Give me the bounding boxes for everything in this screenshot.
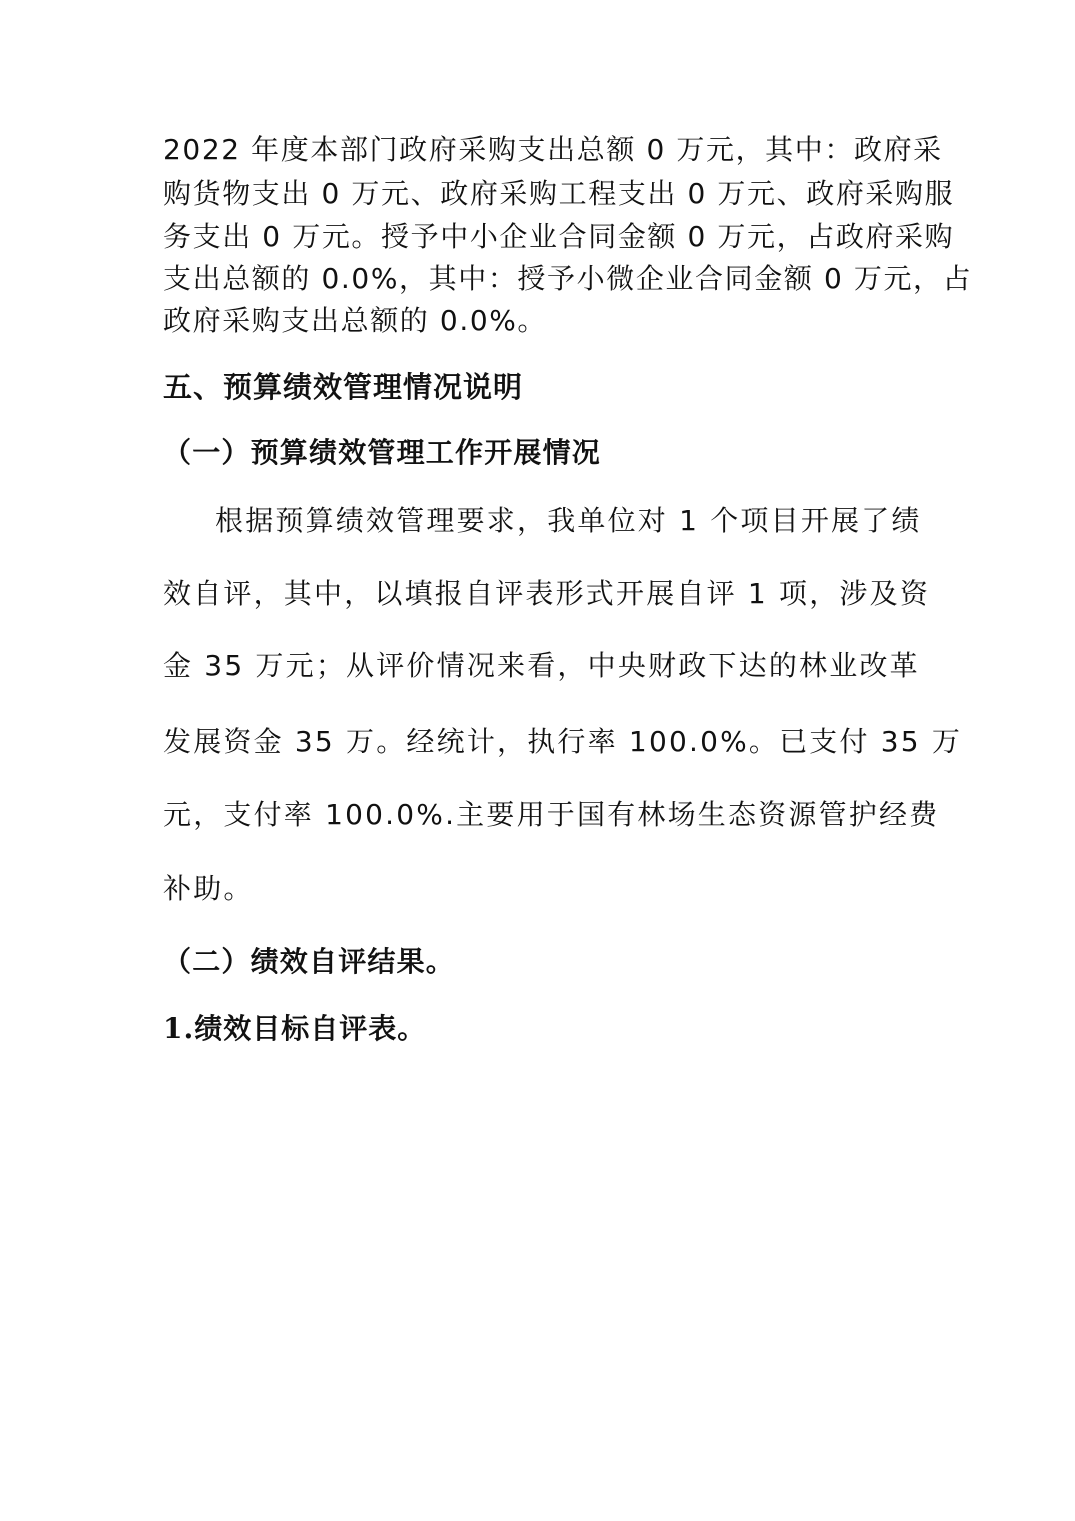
paragraph-procurement-line-5: 政府采购支出总额的 0.0%。 [163,304,548,337]
paragraph-procurement-line-3: 务支出 0 万元。授予中小企业合同金额 0 万元，占政府采购 [163,220,955,253]
paragraph-evaluation-line-3: 金 35 万元；从评价情况来看，中央财政下达的林业改革 [163,649,920,682]
item-heading-goal-self-evaluation-table: 1.绩效目标自评表。 [163,1012,427,1045]
subsection-heading-work-progress: （一）预算绩效管理工作开展情况 [163,436,602,469]
paragraph-procurement-line-4: 支出总额的 0.0%，其中：授予小微企业合同金额 0 万元，占 [163,262,973,295]
paragraph-evaluation-line-6: 补助。 [163,872,254,905]
section-heading-budget-performance: 五、预算绩效管理情况说明 [163,370,524,404]
subsection-heading-self-evaluation-results: （二）绩效自评结果。 [163,945,456,978]
paragraph-evaluation-line-1: 根据预算绩效管理要求，我单位对 1 个项目开展了绩 [215,504,922,537]
paragraph-evaluation-line-4: 发展资金 35 万。经统计，执行率 100.0%。已支付 35 万 [163,725,963,758]
paragraph-evaluation-line-2: 效自评，其中，以填报自评表形式开展自评 1 项，涉及资 [163,577,931,610]
paragraph-procurement-line-1: 2022 年度本部门政府采购支出总额 0 万元，其中：政府采 [163,133,943,166]
paragraph-procurement-line-2: 购货物支出 0 万元、政府采购工程支出 0 万元、政府采购服 [163,177,955,210]
paragraph-evaluation-line-5: 元，支付率 100.0%.主要用于国有林场生态资源管护经费 [163,798,940,831]
